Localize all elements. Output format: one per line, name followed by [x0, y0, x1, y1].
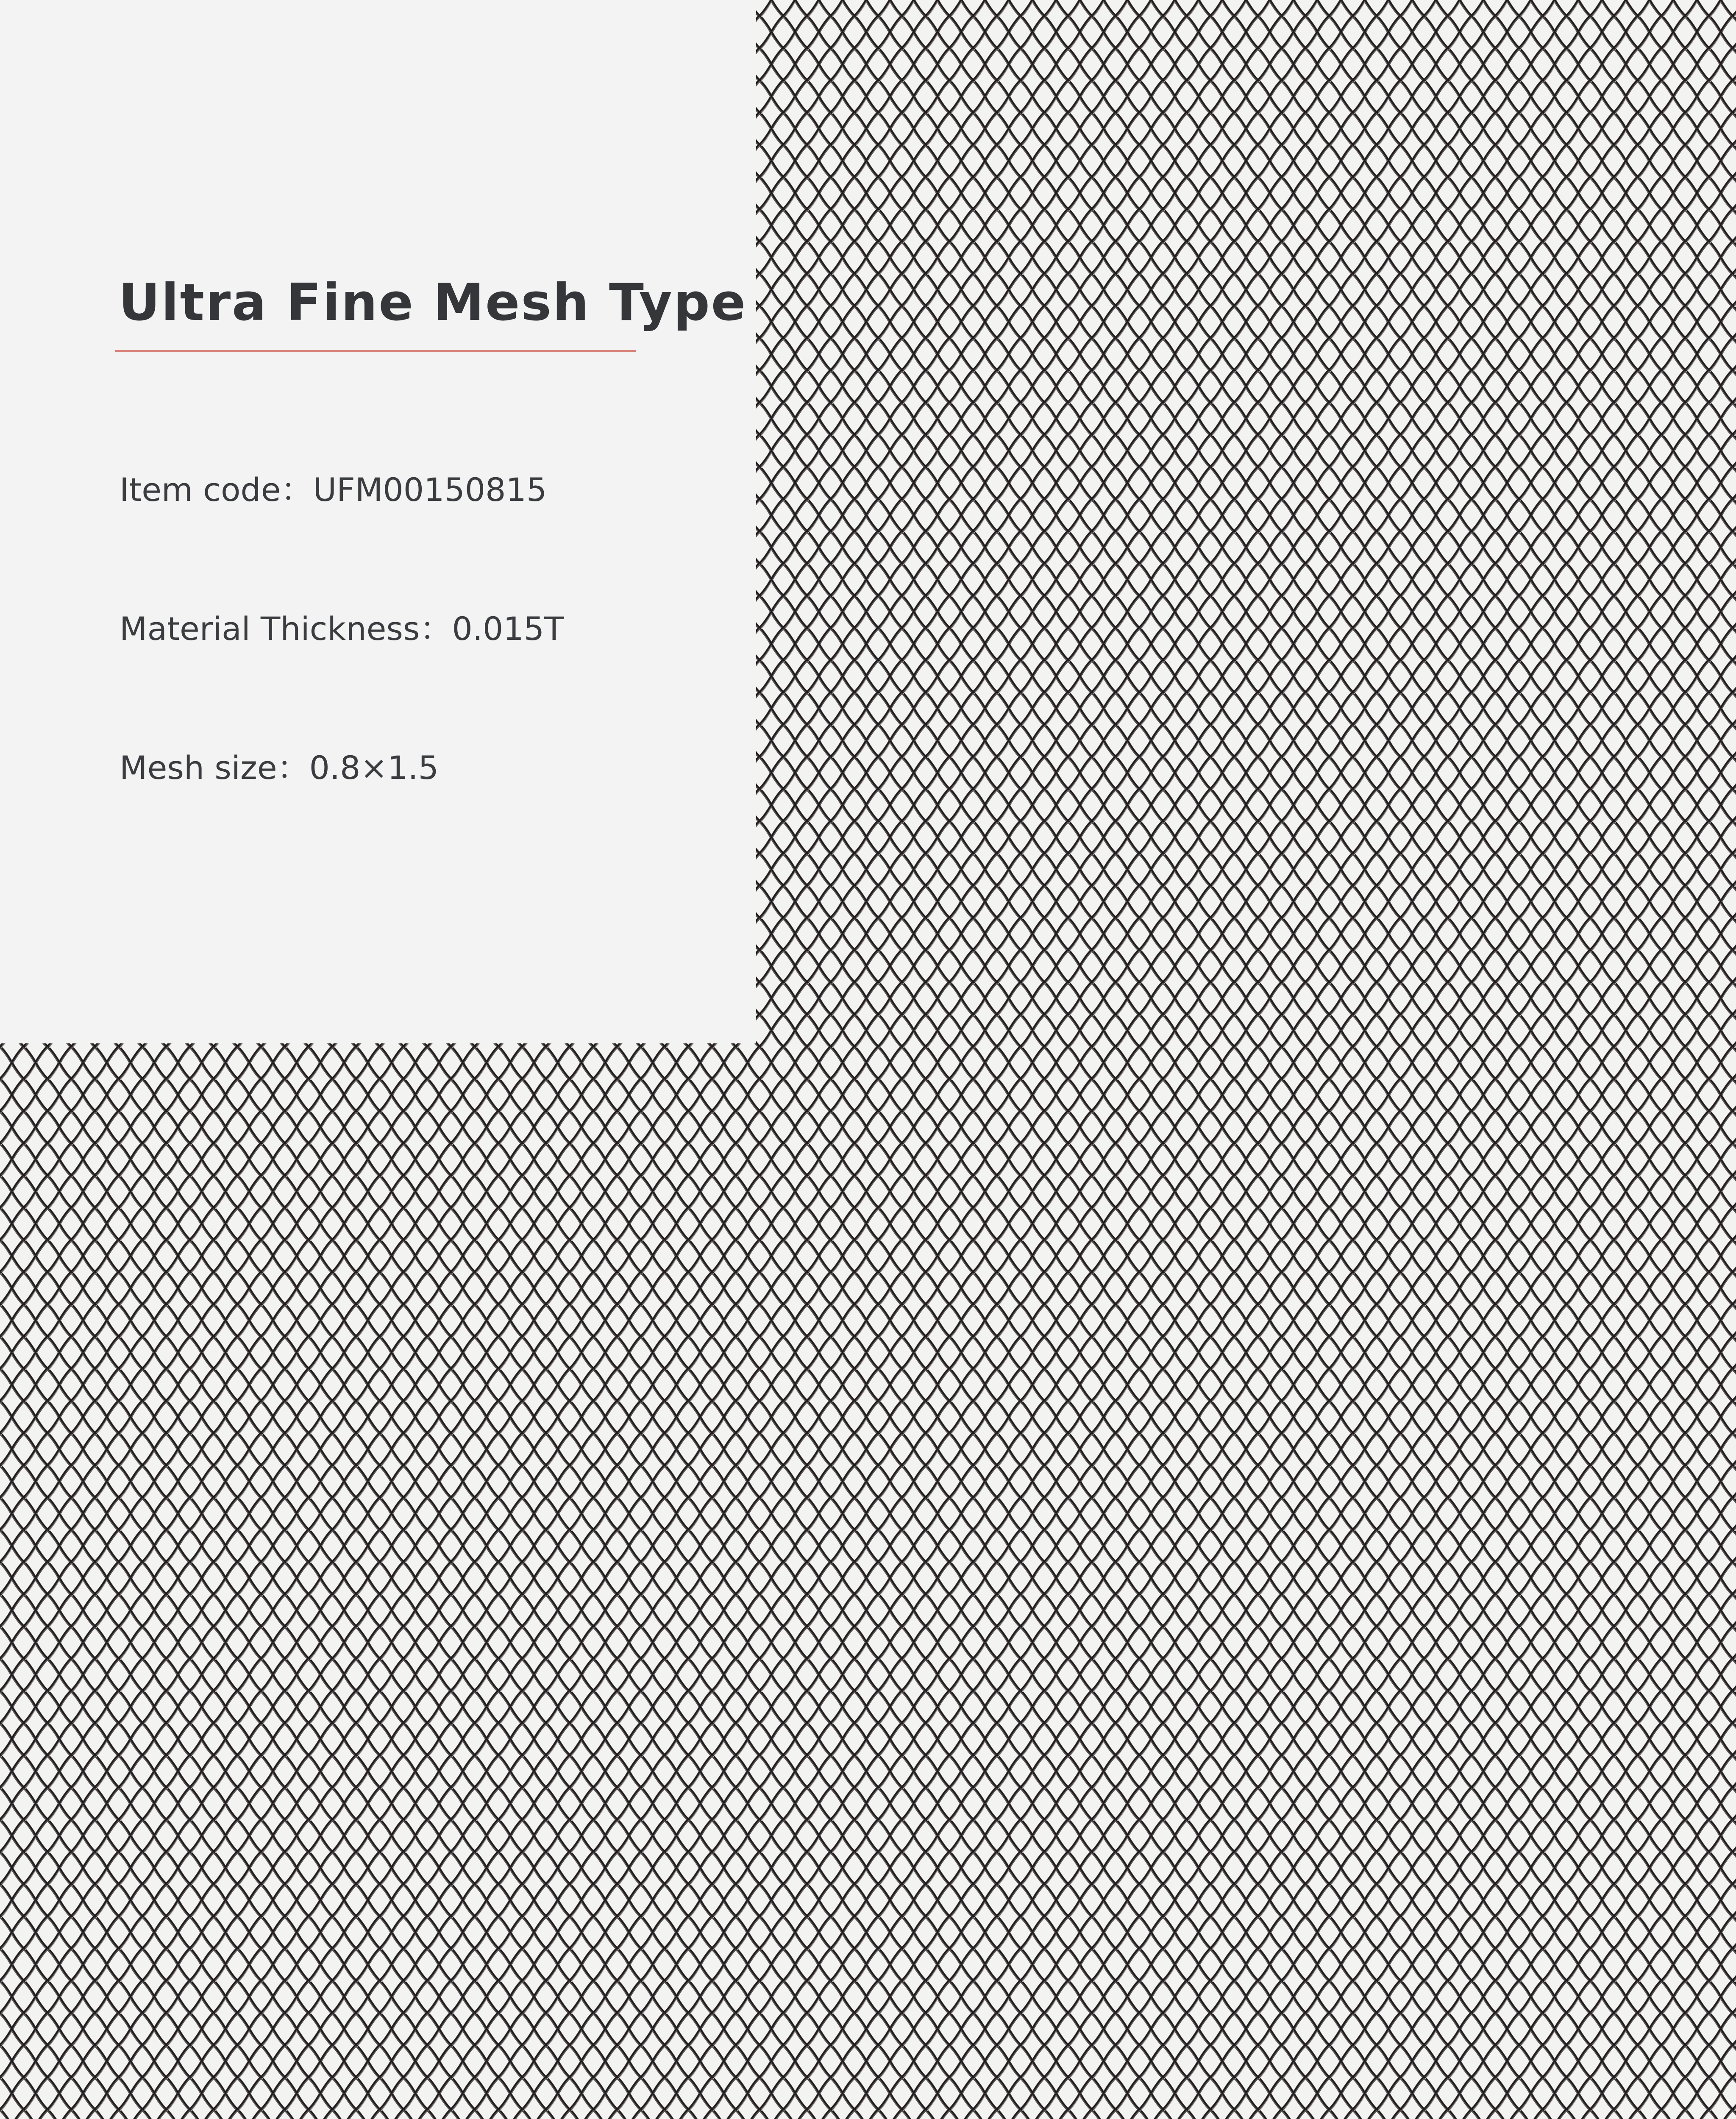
spec-separator: ：	[420, 610, 452, 648]
title-underline	[115, 350, 636, 352]
spec-value: 0.8×1.5	[309, 749, 439, 787]
spec-separator: ：	[277, 749, 309, 787]
spec-separator: ：	[281, 471, 313, 509]
product-info-panel	[0, 0, 756, 1043]
spec-label: Mesh size	[120, 749, 277, 787]
product-title: Ultra Fine Mesh Type	[119, 273, 747, 332]
spec-value: 0.015T	[452, 610, 564, 648]
spec-value: UFM00150815	[313, 471, 547, 509]
spec-label: Item code	[120, 471, 281, 509]
spec-item-code	[120, 469, 547, 511]
spec-material-thickness	[120, 608, 564, 650]
spec-mesh-size	[120, 747, 439, 789]
spec-label: Material Thickness	[120, 610, 420, 648]
